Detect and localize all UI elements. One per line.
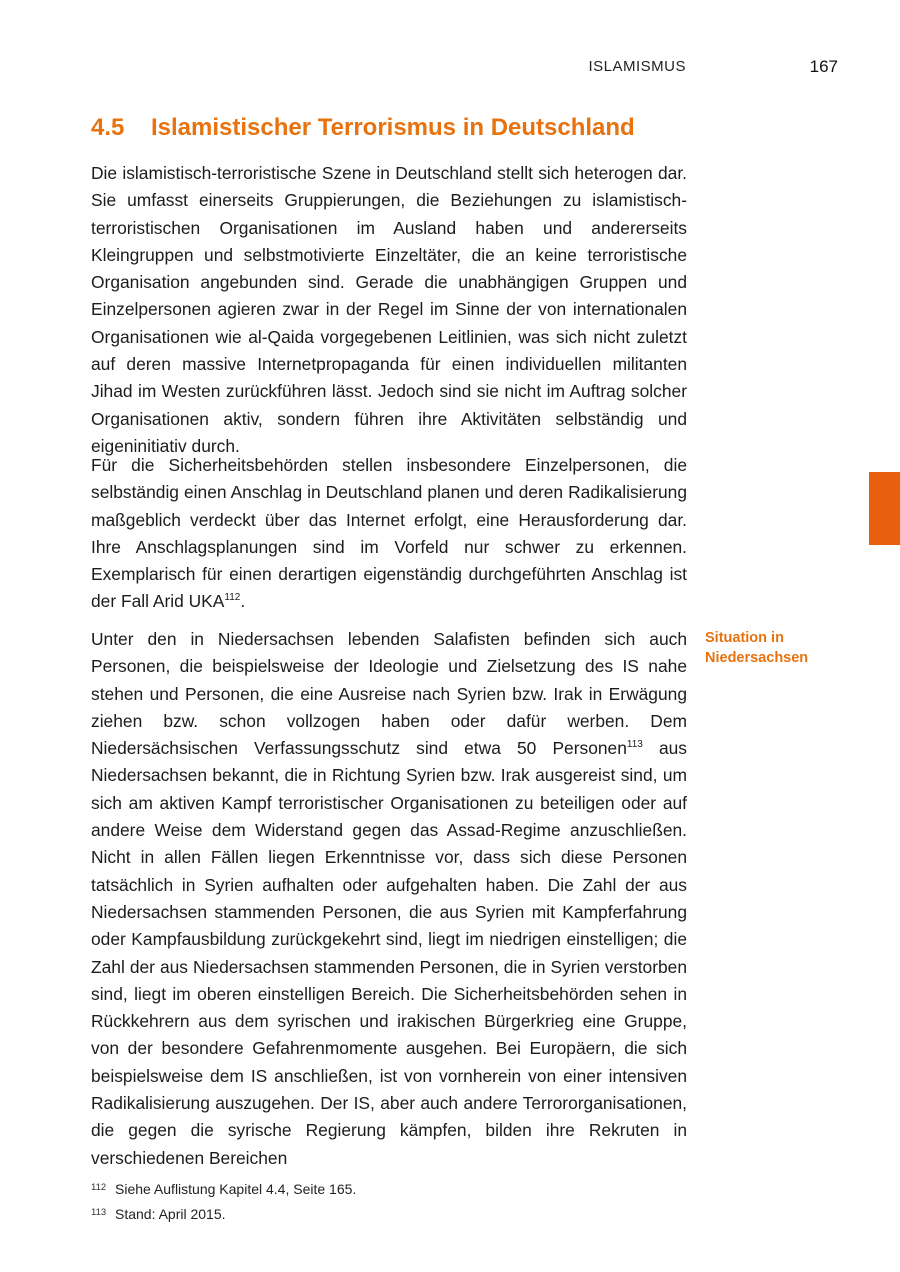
paragraph-3 — [91, 626, 687, 1172]
footnote-ref-113: 113 — [626, 739, 643, 751]
paragraph-2-text: Für die Sicherheitsbehörden stellen insbesondere Einzelpersonen, die selbständig einen Anschlag in Deutschland planen und deren Radikalisierung maßgeblich verdeckt über das Internet erfolgt, eine Herausforderung dar. Ihre Anschlagsplanungen sind im Vorfeld nur schwer zu erkennen. Exemplarisch für einen derartigen eigenständig durchgeführten Anschlag ist der Fall Arid UKA — [91, 455, 687, 612]
section-title: Islamistischer Terrorismus in Deutschland — [151, 114, 635, 141]
paragraph-3-text-after: aus Niedersachsen bekannt, die in Richtung Syrien bzw. Irak ausgereist sind, um sich am aktiven Kampf terroristischer Organisationen zu beteiligen oder auf andere Weise dem Widerstand gegen das Assad-Regime anzuschließen. Nicht in allen Fällen liegen Erkenntnisse vor, dass sich diese Personen tatsächlich in Syrien aufhalten oder aufgehalten haben. Die Zahl der aus Niedersachsen stammenden Personen, die aus Syrien mit Kampferfahrung oder Kampfausbildung zurückgekehrt sind, liegt im niedrigen einstelligen; die Zahl der aus Niedersachsen stammenden Personen, die in Syrien verstorben sind, liegt im oberen einstelligen Bereich. Die Sicherheitsbehörden sehen in Rückkehrern aus dem syrischen und irakischen Bürgerkrieg eine Gruppe, von der besondere Gefahrenmomente ausgehen. Bei Europäern, die sich beispielsweise dem IS anschließen, ist von vornherein von einer intensiven Radikalisierung auszugehen. Der IS, aber auch andere Terrororganisationen, die gegen die syrische Regierung kämpfen, bilden ihre Rekruten in verschiedenen Bereichen — [91, 738, 687, 1168]
footnote-text: Siehe Auflistung Kapitel 4.4, Seite 165. — [115, 1181, 357, 1197]
footnote-text: Stand: April 2015. — [115, 1206, 226, 1222]
section-heading — [91, 114, 635, 142]
footnote-mark: 112 — [91, 1182, 107, 1193]
running-head: ISLAMISMUS — [588, 58, 686, 75]
footnotes — [91, 1178, 651, 1228]
margin-note — [705, 628, 865, 668]
page-number: 167 — [809, 57, 838, 76]
margin-note-line-1: Situation in — [705, 630, 784, 646]
footnote-ref-112: 112 — [224, 592, 241, 604]
chapter-thumb-tab — [869, 472, 900, 545]
margin-note-line-2: Niedersachsen — [705, 650, 809, 666]
footnote-113 — [91, 1203, 651, 1228]
paragraph-2-end: . — [240, 591, 246, 612]
footnote-mark: 113 — [91, 1207, 107, 1218]
footnote-112 — [91, 1178, 651, 1203]
paragraph-3-text-before: Unter den in Niedersachsen lebenden Salafisten befinden sich auch Personen, die beispielsweise der Ideologie und Zielsetzung des IS nahe stehen und Personen, die eine Ausreise nach Syrien bzw. Irak in Erwägung ziehen bzw. schon vollzogen haben oder dafür werben. Dem Niedersächsischen Verfassungsschutz sind etwa 50 Personen — [91, 629, 687, 759]
paragraph-1: Die islamistisch-terroristische Szene in Deutschland stellt sich heterogen dar. Sie umfasst einerseits Gruppierungen, die Beziehungen zu islamistisch-terroristischen Organisationen im Ausland haben und andererseits Kleingruppen und selbstmotivierte Einzeltäter, die an keine terroristische Organisation angebunden sind. Gerade die unabhängigen Gruppen und Einzelpersonen agieren zwar in der Regel im Sinne der von internationalen Organisationen wie al-Qaida vorgegebenen Leitlinien, was sich nicht zuletzt auf deren massive Internetpropaganda für einen individuellen militanten Jihad im Westen zurückführen lässt. Jedoch sind sie nicht im Auftrag solcher Organisationen aktiv, sondern führen ihre Aktivitäten selbständig und eigeninitiativ durch. — [91, 163, 687, 456]
section-number: 4.5 — [91, 114, 125, 141]
paragraph-2 — [91, 452, 687, 616]
